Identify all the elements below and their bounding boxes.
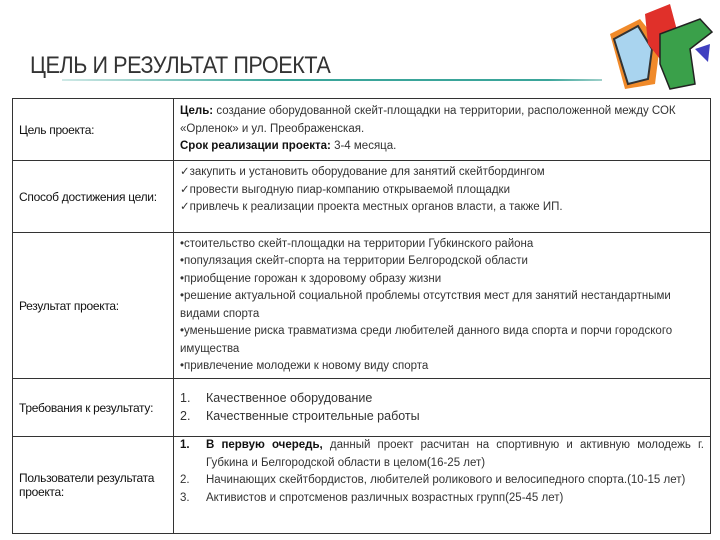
row-label: Цель проекта: bbox=[13, 99, 174, 161]
title-underline bbox=[62, 79, 602, 81]
list-item: ✓привлечь к реализации проекта местных органов власти, а также ИП. bbox=[180, 201, 563, 213]
row-label: Результат проекта: bbox=[13, 233, 174, 379]
graffiti-logo-image bbox=[600, 4, 718, 96]
table-row-result bbox=[13, 233, 711, 379]
list-item: ✓провести выгодную пиар-компанию открываемой площадки bbox=[180, 183, 510, 196]
list-item: •решение актуальной социальной проблемы отсутствия мест для занятий нестандартными видами спорта bbox=[180, 290, 671, 320]
row-label: Требования к результату: bbox=[13, 379, 174, 437]
list-item: •приобщение горожан к здоровому образу жизни bbox=[180, 272, 442, 285]
term-label: Срок реализации проекта: bbox=[180, 140, 331, 153]
list-item: 3. Активистов и спротсменов различных возрастных групп(25-45 лет) bbox=[180, 491, 564, 504]
table-row-method bbox=[13, 161, 711, 233]
table-row-users bbox=[13, 437, 711, 534]
list-item: •популязация скейт-спорта на территории Белгородской области bbox=[180, 255, 528, 267]
list-item: •стоительство скейт-площадки на территории Губкинского района bbox=[180, 237, 534, 250]
list-item: 1. В первую очередь, данный проект расчитан на спортивную и активную молодежь г. Губкина и Белгородской области в целом(16-25 лет) bbox=[180, 439, 705, 469]
check-icon: ✓ bbox=[180, 201, 190, 213]
term-text: 3-4 месяца. bbox=[330, 140, 397, 153]
list-item: •уменьшение риска травматизма среди любителей данного вида спорта и порчи городского имущества bbox=[180, 325, 673, 355]
goal-text: создание оборудованной скейт-площадки на территории, расположенной между СОК «Орленок» и ул. Преображенская. bbox=[180, 105, 676, 135]
list-item: 2. Качественные строительные работы bbox=[180, 408, 420, 423]
list-item: 2. Начинающих скейтбордистов, любителей роликового и велосипедного спорта.(10-15 лет) bbox=[180, 474, 686, 486]
list-item: •привлечение молодежи к новому виду спорта bbox=[180, 360, 429, 372]
table-row-requirements bbox=[13, 379, 711, 437]
check-icon: ✓ bbox=[180, 183, 190, 196]
row-label: Пользователи результата проекта: bbox=[13, 437, 174, 534]
row-label: Способ достижения цели: bbox=[13, 161, 174, 233]
list-item: ✓закупить и установить оборудование для занятий скейтбордингом bbox=[180, 166, 545, 178]
list-item: 1. Качественное оборудование bbox=[180, 391, 373, 405]
table-row-goal bbox=[13, 99, 711, 161]
goal-label: Цель: bbox=[180, 105, 214, 118]
check-icon: ✓ bbox=[180, 166, 190, 178]
slide-title: ЦЕЛЬ И РЕЗУЛЬТАТ ПРОЕКТА bbox=[30, 52, 331, 79]
project-table bbox=[12, 98, 711, 534]
